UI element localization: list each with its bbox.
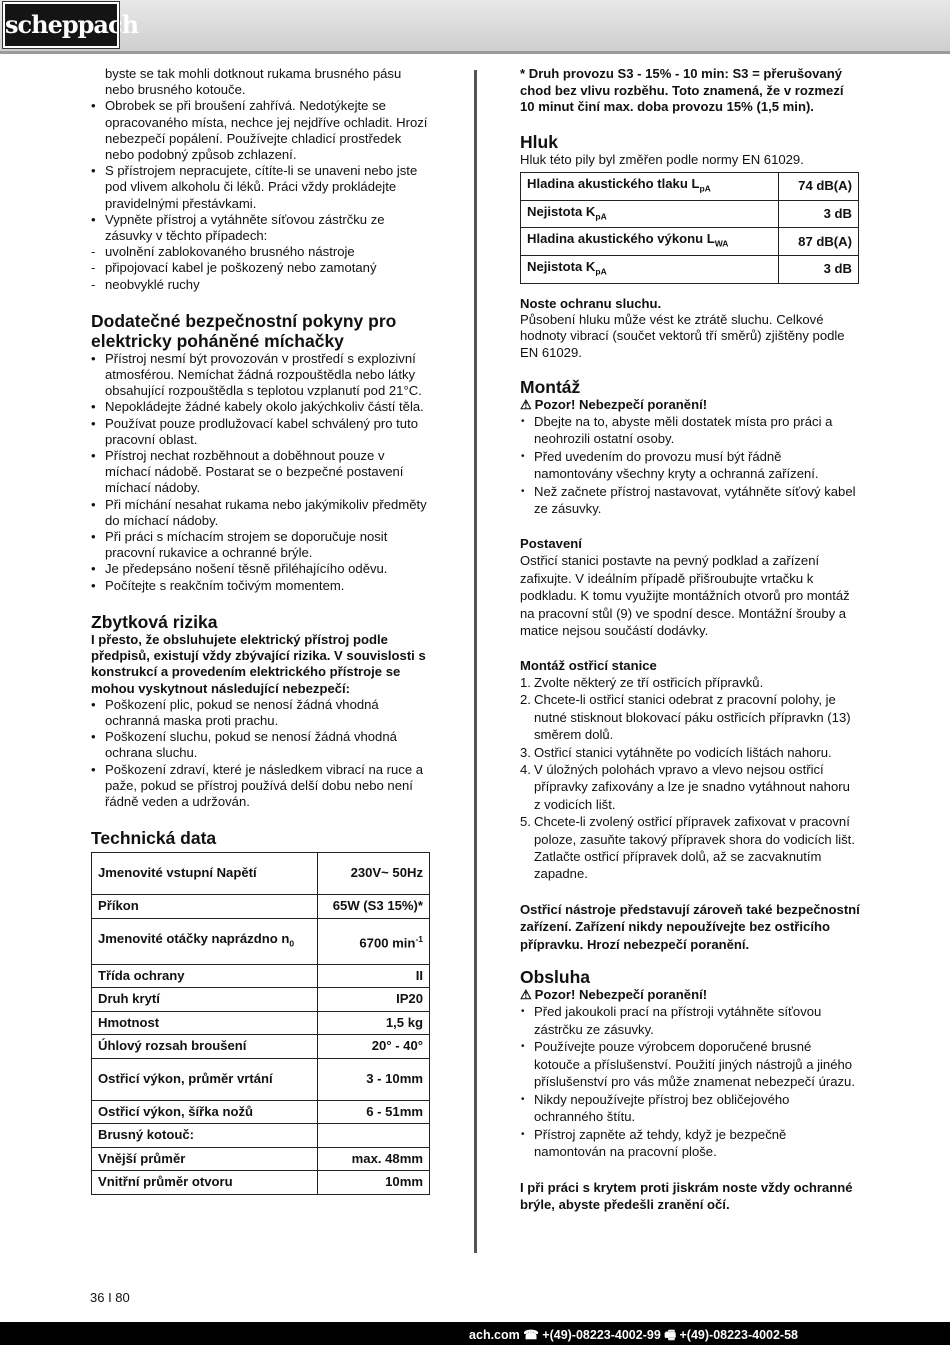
table-row: Vnitřní průměr otvoru 10mm <box>92 1171 430 1195</box>
table-row: Třída ochrany II <box>92 964 430 988</box>
section-title-residual-risks: Zbytková rizika <box>91 611 218 632</box>
section-title-mixer-safety: Dodatečné bezpečnostní pokyny pro elektricky poháněné míchačky <box>91 310 397 351</box>
left-column <box>91 66 431 1195</box>
column-divider <box>474 70 477 1253</box>
spark-guard-note: I při práci s krytem proti jiskrám noste vždy ochranné brýle, abyste předešli zranění očí. <box>520 1179 853 1213</box>
section-title-noise: Hluk <box>520 131 558 152</box>
placement-title: Postavení <box>520 535 582 551</box>
list-item: • Obrobek se při broušení zahřívá. Nedotýkejte se opracovaného místa, nechce jej nejdříve ochladit. Hrozí nebezpečí popálení. Používejte chladicí prostředek nebo podobný způsob zchlazení. <box>91 98 431 163</box>
warning-triangle-icon: ⚠ <box>520 396 532 412</box>
list-item: • Přístroj zapněte až tehdy, když je bezpečně namontován na pracovní ploše. <box>520 1126 860 1161</box>
table-row: Brusný kotouč: <box>92 1124 430 1148</box>
list-item: • Používat pouze prodlužovací kabel schválený pro tuto pracovní oblast. <box>91 416 431 448</box>
operation-bullets <box>520 1003 860 1161</box>
list-item: • Poškození plic, pokud se nenosí žádná vhodná ochranná maska proti prachu. <box>91 697 431 729</box>
station-assembly-steps <box>520 674 860 883</box>
list-item: - připojovací kabel je poškozený nebo zamotaný <box>91 260 431 276</box>
list-item: 5. Chcete-li zvolený ostřicí přípravek zafixovat v pracovní poloze, zasuňte takový přípravek shora do vodicích lišt. Zatlačte ostřicí přípravek dolů, až se zacvaknutím zapadne. <box>520 814 855 882</box>
list-item: 4. V úložných polohách vpravo a vlevo nejsou ostřicí přípravky zafixovány a lze je snadno vytáhnout nahoru z vodicích lišt. <box>520 761 850 812</box>
table-row: Hladina akustického výkonu $L_{WA}$ 87 dB(A) <box>521 228 859 256</box>
right-column <box>520 66 860 1214</box>
page-header <box>0 0 950 54</box>
assembly-warning: Pozor! Nebezpečí poranění! <box>534 396 708 412</box>
table-row: Hladina akustického tlaku $L_{pA}$ 74 dB(A) <box>521 172 859 200</box>
table-row: Jmenovité otáčky naprázdno $n_0$ 6700 $\min^{-1}$ <box>92 918 430 964</box>
table-row: Úhlový rozsah broušení 20° - 40° <box>92 1035 430 1059</box>
list-item: • Přístroj nechat rozběhnout a doběhnout pouze v míchací nádobě. Postarat se o bezpečné postavení míchací nádoby. <box>91 448 431 497</box>
page-footer <box>0 1322 950 1345</box>
mixer-safety-bullets <box>91 351 431 594</box>
table-row: Nejistota $K_{pA}$ 3 dB <box>521 200 859 228</box>
scheppach-logo: scheppach <box>3 2 119 48</box>
residual-risks-intro: I přesto, že obsluhujete elektrický přístroj podle předpisů, existují vždy zbývající rizika. V souvislosti s konstrukcí a provedením elektrického přístroje se mohou vyskytnout následující nebezpečí: <box>91 631 426 696</box>
ear-protection-text: Působení hluku může vést ke ztrátě sluchu. Celkové hodnoty vibrací (součet vektorů tří směrů) zjištěny podle EN 61029. <box>520 312 845 360</box>
list-item: • Dbejte na to, abyste měli dostatek místa pro práci a neohrozili ostatní osoby. <box>520 413 860 448</box>
placement-text: Ostřicí stanici postavte na pevný podklad a zařízení zafixujte. V ideálním případě přišroubujte vrtačku k podkladu. K tomu využijte montážních otvorů pro montáž na pracovní stůl (9) ve spodní desce. Montážní šrouby a matice nejsou součástí dodávky. <box>520 553 850 639</box>
list-item: • Je předepsáno nošení těsně přiléhajícího oděvu. <box>91 561 431 577</box>
list-item: 3. Ostřicí stanici vytáhněte po vodicích lištách nahoru. <box>520 744 832 760</box>
list-item: - uvolnění zablokovaného brusného nástroje <box>91 244 431 260</box>
list-item: 1. Zvolte některý ze tří ostřicích přípravků. <box>520 674 764 690</box>
list-item: • Poškození zdraví, které je následkem vibrací na ruce a paže, pokud se přístroj používá delší dobu nebo není řádně veden a udržován. <box>91 762 431 811</box>
list-item: • Poškození sluchu, pokud se nenosí žádná vhodná ochrana sluchu. <box>91 729 431 761</box>
list-item: 2. Chcete-li ostřicí stanici odebrat z pracovní polohy, je nutné stisknout blokovací páku ostřicích přípravkn (13) směrem dolů. <box>520 692 851 743</box>
list-item: • Nepokládejte žádné kabely okolo jakýchkoliv částí těla. <box>91 399 431 415</box>
noise-intro: Hluk této pily byl změřen podle normy EN 61029. <box>520 151 804 167</box>
list-item: • Vypněte přístroj a vytáhněte síťovou zástrčku ze zásuvky v těchto případech: <box>91 212 431 244</box>
technical-data-table <box>91 852 430 1195</box>
table-row: Jmenovité vstupní Napětí 230V~ 50Hz <box>92 853 430 895</box>
noise-table <box>520 172 859 284</box>
table-row: Nejistota $K_{pA}$ 3 dB <box>521 256 859 284</box>
residual-risk-bullets <box>91 697 431 810</box>
list-item: • Přístroj nesmí být provozován v prostředí s explozivní atmosférou. Nemíchat žádná rozpouštědla nebo látky obsahující rozpouštědla s teplotou vzplanutí pod 21°C. <box>91 351 431 400</box>
page-number: 36 I 80 <box>90 1290 130 1305</box>
station-assembly-title: Montáž ostřicí stanice <box>520 657 657 673</box>
list-item: • Počítejte s reakčním točivým momentem. <box>91 578 431 594</box>
intro-continuation: byste se tak mohli dotknout rukama brusného pásu nebo brusného kotouče. <box>105 66 402 98</box>
list-item: • Před uvedením do provozu musí být řádně namontovány všechny kryty a ochranná zařízení. <box>520 448 860 483</box>
ear-protection-title: Noste ochranu sluchu. <box>520 295 662 311</box>
list-item: • S přístrojem nepracujete, cítíte-li se unaveni nebo jste pod vlivem alkoholu či léků. Práci vždy prokládejte pravidelnými přestávkami. <box>91 163 431 212</box>
footer-contact: ach.com ☎ +(49)-08223-4002-99 🖷 +(49)-08223-4002-58 <box>469 1328 798 1342</box>
section-title-operation: Obsluha <box>520 967 591 988</box>
section-title-assembly: Montáž <box>520 376 581 397</box>
list-item: • Používejte pouze výrobcem doporučené brusné kotouče a příslušenství. Použití jiných nástrojů a jiného příslušenství pro vás může znamenat nebezpečí úrazu. <box>520 1038 860 1091</box>
table-row: Ostřicí výkon, šířka nožů 6 - 51mm <box>92 1100 430 1124</box>
list-item: - neobvyklé ruchy <box>91 277 431 293</box>
table-row: Vnější průměr max. 48mm <box>92 1147 430 1171</box>
table-row: Ostřicí výkon, průměr vrtání 3 - 10mm <box>92 1058 430 1100</box>
section-title-technical-data: Technická data <box>91 828 217 849</box>
list-item: • Při práci s míchacím strojem se doporučuje nosit pracovní rukavice a ochranné brýle. <box>91 529 431 561</box>
table-row: Příkon 65W (S3 15%)* <box>92 895 430 919</box>
table-row: Hmotnost 1,5 kg <box>92 1011 430 1035</box>
list-item: • Nikdy nepoužívejte přístroj bez obličejového ochranného štítu. <box>520 1091 860 1126</box>
list-item: • Při míchání nesahat rukama nebo jakýmikoliv předměty do míchací nádoby. <box>91 497 431 529</box>
switch-off-cases <box>91 244 431 293</box>
list-item: • Před jakoukoli prací na přístroji vytáhněte síťovou zástrčku ze zásuvky. <box>520 1003 860 1038</box>
tools-safety-note: Ostřicí nástroje představují zároveň také bezpečnostní zařízení. Zařízení nikdy nepoužívejte bez ostřicího přípravku. Hrozí nebezpečí poranění. <box>520 901 860 952</box>
duty-note: * Druh provozu S3 - 15% - 10 min: S3 = přerušovaný chod bez vlivu rozběhu. Toto znamená, že v rozmezí 10 minut činí max. doba provozu 15% (1,5 min). <box>520 66 844 114</box>
operation-warning: Pozor! Nebezpečí poranění! <box>534 987 708 1003</box>
list-item: • Než začnete přístroj nastavovat, vytáhněte síťový kabel ze zásuvky. <box>520 483 860 518</box>
warning-triangle-icon: ⚠ <box>520 987 532 1003</box>
assembly-bullets <box>520 413 860 518</box>
table-row: Druh krytí IP20 <box>92 988 430 1012</box>
safety-bullets-1 <box>91 98 431 244</box>
